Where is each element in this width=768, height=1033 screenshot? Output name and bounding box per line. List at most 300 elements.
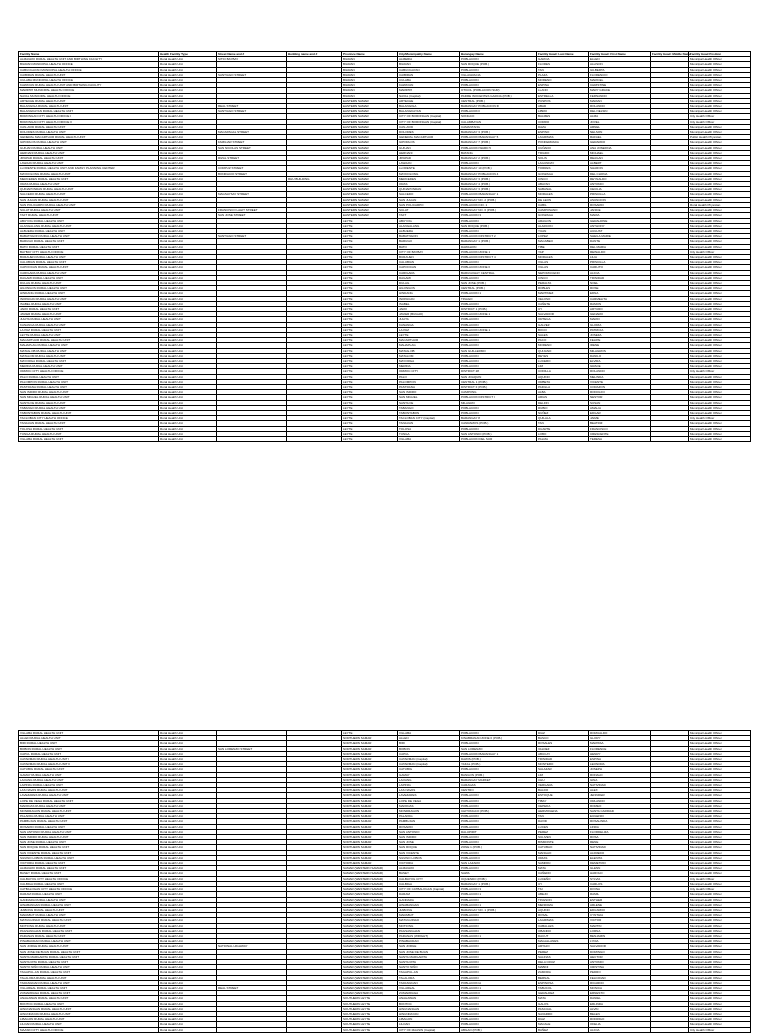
table-cell: POBLACION <box>460 939 537 944</box>
table-cell: FLORENCIO <box>589 72 651 77</box>
table-cell: SANTIAGO STREET <box>217 234 287 239</box>
table-cell: TRINIDAD <box>589 275 651 280</box>
table-cell: NORTHERN SAMAR <box>342 845 398 850</box>
table-cell: YAP <box>537 249 589 254</box>
table-cell: Rural Health Unit <box>159 312 217 317</box>
table-cell: GENARO <box>589 312 651 317</box>
table-cell: POBLACION <box>460 218 537 223</box>
table-cell: SHEILA MARIE <box>589 234 651 239</box>
table-cell: POBLACION <box>460 897 537 902</box>
table-cell: FAMILIAR STREET <box>217 140 287 145</box>
table-cell: CHITONGCO (POB.) <box>460 809 537 814</box>
table-cell: FELICIDAD <box>589 975 651 980</box>
table-cell: MACARTHUR <box>398 338 460 343</box>
table-cell: Rural Health Unit <box>159 88 217 93</box>
table-cell: POBLACION <box>460 798 537 803</box>
table-cell: PRISCILLA <box>589 192 651 197</box>
table-cell: Rural Health Unit <box>159 400 217 405</box>
table-cell: SANTA FE RURAL HEALTH UNIT <box>19 400 159 405</box>
table-cell: JARO <box>398 306 460 311</box>
table-cell: Rural Health Unit <box>159 824 217 829</box>
table-cell: Municipal Health Officer <box>689 767 751 772</box>
table-cell: POBLACION ZONE 1 <box>460 327 537 332</box>
table-cell: MAPANAS RURAL HEALTH UNIT <box>19 803 159 808</box>
table-cell: PAMBUJAN <box>398 819 460 824</box>
table-cell: ABUCAY <box>537 751 589 756</box>
table-cell: HENRY <box>589 751 651 756</box>
table-cell: BARANGAY POBLACION III <box>460 104 537 109</box>
table-cell: POBLACION <box>460 57 537 62</box>
table-cell: JOVEL <box>589 119 651 124</box>
table-cell: CAMANTANG <box>460 124 537 129</box>
table-cell: LYDIA <box>589 939 651 944</box>
table-cell: SANTA CARIDAD <box>589 809 651 814</box>
table-cell: REINALDO <box>589 249 651 254</box>
table-cell: LEYTE <box>342 343 398 348</box>
table-cell: CORAZON <box>589 385 651 390</box>
table-cell: KAWAYAN RURAL HEALTH UNIT AND BIRTHING FACILITY <box>19 83 159 88</box>
table-cell: Municipal Health Officer <box>689 244 751 249</box>
table-cell: CYNTHIA <box>589 913 651 918</box>
table-cell: ARTECHE RURAL HEALTH UNIT <box>19 98 159 103</box>
table-cell: ALLEN RURAL HEALTH UNIT <box>19 736 159 741</box>
table-cell: ZONE 1 (POB.) <box>460 845 537 850</box>
table-cell: FERNANDO <box>589 93 651 98</box>
table-cell: DARAM RURAL HEALTH UNIT <box>19 892 159 897</box>
table-cell: Municipal Health Officer <box>689 1022 751 1027</box>
table-cell: ROBLES <box>537 286 589 291</box>
table-cell: SAN VICENTE RURAL HEALTH UNIT <box>19 850 159 855</box>
table-cell: LEYTE <box>342 332 398 337</box>
table-cell: Rural Health Unit <box>159 762 217 767</box>
table-cell: Rural Health Unit <box>159 876 217 881</box>
table-cell: Municipal Health Officer <box>689 145 751 150</box>
table-cell: TABUCOL <box>537 985 589 990</box>
table-cell: SAN JORGE <box>398 944 460 949</box>
table-cell: TALALORA <box>398 975 460 980</box>
table-cell: ARAGON <box>537 218 589 223</box>
table-cell: DEL CHONA <box>589 171 651 176</box>
table-cell: TIBAY <box>537 798 589 803</box>
table-body <box>19 57 751 442</box>
table-cell: Municipal Health Officer <box>689 751 751 756</box>
table-cell: POBLACION <box>460 260 537 265</box>
table-cell: POBLACION BARANGAY 1 <box>460 751 537 756</box>
table-cell: Rural Health Unit <box>159 985 217 990</box>
table-cell: ANTONIO <box>589 959 651 964</box>
table-cell: LLORENTE <box>398 166 460 171</box>
table-cell: NAVAL MUNICIPAL HEALTH OFFICE <box>19 93 159 98</box>
table-cell: POBLACION <box>460 411 537 416</box>
table-cell: HAROLD <box>589 871 651 876</box>
table-cell: Rural Health Unit <box>159 918 217 923</box>
table-cell: Municipal Health Officer <box>689 156 751 161</box>
table-cell: JAIME <box>589 416 651 421</box>
table-cell: SAN ROQUE (POB.) <box>460 223 537 228</box>
table-cell: MAGSAYSAY STREET <box>217 192 287 197</box>
table-cell: SAMAR (WESTERN SAMAR) <box>342 866 398 871</box>
table-cell: SAWA <box>460 871 537 876</box>
table-cell: SILVINO LOBOS <box>398 855 460 860</box>
table-cell: KINABRANAN ZONE II (POB.) <box>460 736 537 741</box>
table-cell: TARANGNAN <box>398 980 460 985</box>
table-cell: CABUCGAYAN MUNICIPAL HEALTH OFFICE <box>19 67 159 72</box>
table-cell: Municipal Health Officer <box>689 332 751 337</box>
table-cell: MARABUT <box>398 913 460 918</box>
table-cell: Rural Health Unit <box>159 119 217 124</box>
table-cell: CENTRO <box>460 788 537 793</box>
table-cell: HERMOGENA <box>537 809 589 814</box>
table-cell: SAMAR (WESTERN SAMAR) <box>342 923 398 928</box>
table-cell: POBLACION <box>460 731 537 736</box>
table-cell: SANTA FE <box>398 400 460 405</box>
table-cell: SAMAR (WESTERN SAMAR) <box>342 897 398 902</box>
table-cell: Municipal Health Officer <box>689 798 751 803</box>
table-cell: ARNEL <box>589 124 651 129</box>
table-cell: Municipal Health Officer <box>689 991 751 996</box>
table-cell: ALEX <box>589 788 651 793</box>
table-cell: MAYORGA RURAL HEALTH UNIT <box>19 358 159 363</box>
table-cell <box>287 1027 342 1032</box>
table-cell: HINABANGAN <box>398 902 460 907</box>
table-cell: Municipal Health Officer <box>689 954 751 959</box>
table-cell: VILLAS <box>537 265 589 270</box>
table-cell: Rural Health Unit <box>159 286 217 291</box>
table-cell: LORNA <box>589 928 651 933</box>
table-cell: Rural Health Unit <box>159 291 217 296</box>
table-cell: EDNA <box>589 291 651 296</box>
table-cell: MILAGRO <box>460 400 537 405</box>
table-cell <box>287 437 342 442</box>
table-cell: BORONGAN CITY HEALTH OFFICE I <box>19 114 159 119</box>
table-cell: ESTRELLA <box>537 93 589 98</box>
table-cell: MATA <box>537 996 589 1001</box>
table-cell: CRESCENTE <box>589 431 651 436</box>
table-cell: MARICEL <box>589 78 651 83</box>
table-cell: CINCO <box>537 176 589 181</box>
table-cell: BILIRAN <box>342 83 398 88</box>
table-cell: ESPINO <box>537 130 589 135</box>
table-cell: CAN-AVID RURAL HEALTH UNIT <box>19 124 159 129</box>
table-cell: NEPOMUCENO <box>537 270 589 275</box>
table-cell: CENTRAL (POB.) <box>460 286 537 291</box>
table-cell: CATUBIG <box>398 767 460 772</box>
table-cell: Rural Health Unit <box>159 192 217 197</box>
table-cell: HINABANGAN RURAL HEALTH UNIT <box>19 902 159 907</box>
table-cell: Rural Health Unit <box>159 416 217 421</box>
table-cell: POBLACION <box>460 322 537 327</box>
table-cell: Rural Health Unit <box>159 130 217 135</box>
table-cell: DISTRICT 28 <box>460 369 537 374</box>
table-cell: DEMETRIO <box>589 861 651 866</box>
table-cell: Rural Health Unit <box>159 140 217 145</box>
table-cell: Rural Health Unit <box>159 809 217 814</box>
table-cell: CALBAYOG CITY HEALTH OFFICE <box>19 876 159 881</box>
table-cell: Municipal Health Officer <box>689 364 751 369</box>
table-cell: ALVIN <box>589 1006 651 1011</box>
table-cell: Municipal Health Officer <box>689 944 751 949</box>
table-cell: SAMAR (WESTERN SAMAR) <box>342 944 398 949</box>
table-cell: REYNALDO <box>589 176 651 181</box>
table-cell: BABATNGON RURAL HEALTH UNIT <box>19 234 159 239</box>
table-cell: Rural Health Unit <box>159 98 217 103</box>
spreadsheet-bottom <box>18 730 750 1032</box>
table-cell: DALUPIRIT <box>460 829 537 834</box>
table-cell: RAMON <box>589 301 651 306</box>
table-cell: VILLABA <box>398 731 460 736</box>
table-cell: BELEN <box>589 1011 651 1016</box>
table-cell: LEYTE <box>342 390 398 395</box>
table-cell: MACALE <box>537 1022 589 1027</box>
table-cell: LEYTE <box>342 731 398 736</box>
table-cell: POBLACION 1 <box>460 933 537 938</box>
table-cell: ZAMORA <box>537 970 589 975</box>
table-cell: Rural Health Unit <box>159 772 217 777</box>
table-cell: POBLACION I <box>460 109 537 114</box>
table-cell: Rural Health Unit <box>159 145 217 150</box>
table-cell: Rural Health Unit <box>159 980 217 985</box>
table-cell: RAFAEL <box>589 135 651 140</box>
table-cell: LEYTE <box>342 244 398 249</box>
table-cell: ROLANDO <box>589 104 651 109</box>
table-cell: SAMAR (WESTERN SAMAR) <box>342 985 398 990</box>
table-cell: TACLOBAN CITY (Capital) <box>398 416 460 421</box>
table-cell: DAGAMI RURAL HEALTH UNIT <box>19 275 159 280</box>
table-cell: Municipal Health Officer <box>689 130 751 135</box>
table-cell: SYLVIA <box>589 876 651 881</box>
table-cell: Rural Health Unit <box>159 819 217 824</box>
table-cell: Rural Health Unit <box>159 156 217 161</box>
table-cell: CAIBIRAN RURAL HEALTH UNIT <box>19 72 159 77</box>
table-cell: BILIRAN <box>342 93 398 98</box>
table-cell: LLORENTE RURAL HEALTH UNIT AND FAMILY PLANNING CENTER <box>19 166 159 171</box>
table-cell: BARANGAY NO. 6 (POB.) <box>460 208 537 213</box>
table-cell: JANICE <box>589 208 651 213</box>
table-cell: POBLACION <box>460 317 537 322</box>
table-cell: POBLACION <box>460 850 537 855</box>
table-cell: ALBERT <box>589 161 651 166</box>
table-cell: LEYTE <box>342 260 398 265</box>
table-cell: MORALES <box>537 192 589 197</box>
table-cell: AMALIA <box>589 405 651 410</box>
table-cell: Rural Health Unit <box>159 353 217 358</box>
table-cell: POBLACION <box>460 928 537 933</box>
table-cell: EASTERN SAMAR <box>342 109 398 114</box>
table-cell: BARANGAY POBLACION 4 <box>460 171 537 176</box>
table-cell: Municipal Health Officer <box>689 124 751 129</box>
table-cell: Rural Health Unit <box>159 301 217 306</box>
table-cell: MAYORGA <box>398 358 460 363</box>
table-cell: TOLOSA <box>398 426 460 431</box>
table-cell: LOPE DE VEGA RURAL HEALTH UNIT <box>19 798 159 803</box>
table-cell: Rural Health Unit <box>159 83 217 88</box>
table-cell: ROSARIO <box>398 824 460 829</box>
table-cell: ERLINDA <box>589 1001 651 1006</box>
table-cell: SAN MIGUEL <box>398 395 460 400</box>
table-cell: Rural Health Unit <box>159 385 217 390</box>
table-cell: Municipal Health Officer <box>689 239 751 244</box>
table-cell: Municipal Health Officer <box>689 437 751 442</box>
table-cell: EASTERN SAMAR <box>342 192 398 197</box>
table-cell: VILLAGRACIA <box>460 72 537 77</box>
table-cell: MONICA <box>589 985 651 990</box>
table-cell <box>651 437 689 442</box>
table-cell: SAMAR (WESTERN SAMAR) <box>342 881 398 886</box>
table-cell: GIPORLOS <box>398 140 460 145</box>
table-cell: Rural Health Unit <box>159 907 217 912</box>
table-cell: Rural Health Unit <box>159 254 217 259</box>
table-cell: CAÑETE <box>537 301 589 306</box>
table-cell: AQUINO <box>537 907 589 912</box>
table-cell: POBLACION <box>460 814 537 819</box>
table-cell: POBLACION <box>460 949 537 954</box>
table-cell: OFELIA <box>589 1022 651 1027</box>
table-cell: PALOMPON RURAL HEALTH UNIT <box>19 379 159 384</box>
table-cell: Rural Health Unit <box>159 751 217 756</box>
table-cell: POBLACION <box>460 1001 537 1006</box>
table-cell: AUGUST <box>589 228 651 233</box>
table-cell: Rural Health Unit <box>159 57 217 62</box>
table-cell: Rural Health Unit <box>159 150 217 155</box>
table-cell: NORTHERN SAMAR <box>342 736 398 741</box>
table-cell: GUIUAN <box>398 145 460 150</box>
table-cell: GLENN <box>589 866 651 871</box>
table-cell: TIBE <box>537 244 589 249</box>
table-cell: POBLACION <box>460 358 537 363</box>
table-cell: Rural Health Unit <box>159 72 217 77</box>
table-cell: MACAPAGAL STREET <box>217 130 287 135</box>
table-cell: Rural Health Unit <box>159 944 217 949</box>
table-cell: LEYTE <box>342 353 398 358</box>
table-cell: GARCIA <box>537 57 589 62</box>
table-cell: SAMAR (WESTERN SAMAR) <box>342 902 398 907</box>
table-cell: LEYTE <box>342 322 398 327</box>
table-cell: GILBERTA <box>589 67 651 72</box>
table-cell: BARANGAY 3 (POB.) <box>460 130 537 135</box>
table-cell: JULITA RURAL HEALTH UNIT <box>19 317 159 322</box>
table-cell: Municipal Health Officer <box>689 913 751 918</box>
table-cell: Municipal Health Officer <box>689 379 751 384</box>
table-cell: POBLACION <box>460 83 537 88</box>
table-cell: VILLAREAL RURAL HEALTH UNIT <box>19 985 159 990</box>
table-cell: Rural Health Unit <box>159 954 217 959</box>
table-cell: POBLACION <box>460 840 537 845</box>
table-cell: QUILALA <box>537 416 589 421</box>
table-cell: Rural Health Unit <box>159 746 217 751</box>
table-cell: Municipal Health Officer <box>689 829 751 834</box>
table-cell: REYES <box>537 353 589 358</box>
table-cell: BALANGKAYAN RURAL HEALTH UNIT <box>19 109 159 114</box>
table-cell: PACO <box>537 338 589 343</box>
table-cell: VICTORIA <box>398 861 460 866</box>
table-cell: Rural Health Unit <box>159 395 217 400</box>
table-cell: SAMAR (WESTERN SAMAR) <box>342 970 398 975</box>
table-cell: MONTERO <box>537 762 589 767</box>
table-cell: TRINIDAD <box>537 757 589 762</box>
table-cell: Municipal Health Officer <box>689 980 751 985</box>
table-cell: POBLACION <box>460 793 537 798</box>
table-cell: Municipal Health Officer <box>689 762 751 767</box>
table-cell: NAVAL (Capital) <box>398 93 460 98</box>
table-cell: MICHAEL <box>589 150 651 155</box>
table-cell: Rural Health Unit <box>159 850 217 855</box>
table-cell: VICTORIA RURAL HEALTH UNIT <box>19 861 159 866</box>
table-cell: SAN LAZARO <box>460 861 537 866</box>
table-cell: Rural Health Unit <box>159 234 217 239</box>
table-cell: POBLACION <box>460 1017 537 1022</box>
table-cell: DAWAHON <box>460 244 537 249</box>
table-cell: POBLACION ZONE II <box>460 265 537 270</box>
table-cell: Rural Health Unit <box>159 887 217 892</box>
table-cell: Rural Health Unit <box>159 736 217 741</box>
table-cell: SAN LORENZO STREET <box>217 746 287 751</box>
table-cell: GLORIA <box>589 322 651 327</box>
table-cell: ANTONIO <box>589 182 651 187</box>
table-cell: SAMAR (WESTERN SAMAR) <box>342 975 398 980</box>
table-cell: BOCO <box>537 327 589 332</box>
table-cell: HINDANG <box>398 291 460 296</box>
table-cell: ALLISON <box>589 62 651 67</box>
table-cell: CATARMAN RURAL HEALTH UNIT II <box>19 762 159 767</box>
table-cell: SANTA RITA <box>398 959 460 964</box>
table-cell: Rural Health Unit <box>159 78 217 83</box>
table-cell: TERESA <box>589 437 651 442</box>
table-cell: SAN JOSE DE BUAN RURAL HEALTH UNIT <box>19 949 159 954</box>
table-cell: Rural Health Unit <box>159 239 217 244</box>
table-cell: LOBO <box>537 431 589 436</box>
table-cell: LEYTE <box>342 405 398 410</box>
table-cell: Municipal Health Officer <box>689 280 751 285</box>
table-cell: ALBUERA <box>398 228 460 233</box>
table-cell: LEYTE <box>342 228 398 233</box>
table-cell: PLAZA <box>537 72 589 77</box>
table-cell: CATARMAN (Capital) <box>398 762 460 767</box>
table-cell: MANGAO <box>537 850 589 855</box>
table-cell: TAFT RURAL HEALTH UNIT <box>19 213 159 218</box>
table-cell: ARTAJO <box>537 944 589 949</box>
table-cell: MAGALLANES <box>537 939 589 944</box>
table-cell: BALMES <box>537 114 589 119</box>
table-cell: LAWAAN RURAL HEALTH UNIT <box>19 161 159 166</box>
table-cell: MATALOM <box>398 353 460 358</box>
table-cell: SAN ANTONIO RURAL HEALTH UNIT <box>19 829 159 834</box>
table-cell: EASTERN SAMAR <box>342 161 398 166</box>
table-cell: MERIDA RURAL HEALTH UNIT <box>19 364 159 369</box>
table-cell: LEYTE <box>342 421 398 426</box>
table-cell: BANGON (POB.) <box>460 772 537 777</box>
table-cell: GANDARA RURAL HEALTH UNIT <box>19 897 159 902</box>
table-cell: ELLEN <box>589 57 651 62</box>
table-cell: SAMAR (WESTERN SAMAR) <box>342 907 398 912</box>
table-cell: LEYTE <box>342 411 398 416</box>
table-cell: SAMPAN <box>537 861 589 866</box>
table-cell: ESPINOSA <box>537 980 589 985</box>
table-cell: POBLACION 1 <box>460 985 537 990</box>
table-cell: BARANGAY 3 (POB.) <box>460 187 537 192</box>
table-cell: Rural Health Unit <box>159 426 217 431</box>
table-cell: VILLABA RURAL HEALTH UNIT <box>19 437 159 442</box>
table-cell: ROSA <box>589 835 651 840</box>
table-cell: TABONTABON RURAL HEALTH UNIT <box>19 411 159 416</box>
table-cell: Municipal Health Officer <box>689 93 751 98</box>
table-cell: BASEY RURAL HEALTH UNIT <box>19 871 159 876</box>
table-cell: GRACE <box>589 364 651 369</box>
table-cell: BORONGAN CITY HEALTH OFFICE II <box>19 119 159 124</box>
table-cell: PATRICIA <box>589 327 651 332</box>
table-cell: LEYTE <box>342 400 398 405</box>
column-header: Street Name and # <box>217 52 287 57</box>
table-cell: LEYTE <box>342 291 398 296</box>
